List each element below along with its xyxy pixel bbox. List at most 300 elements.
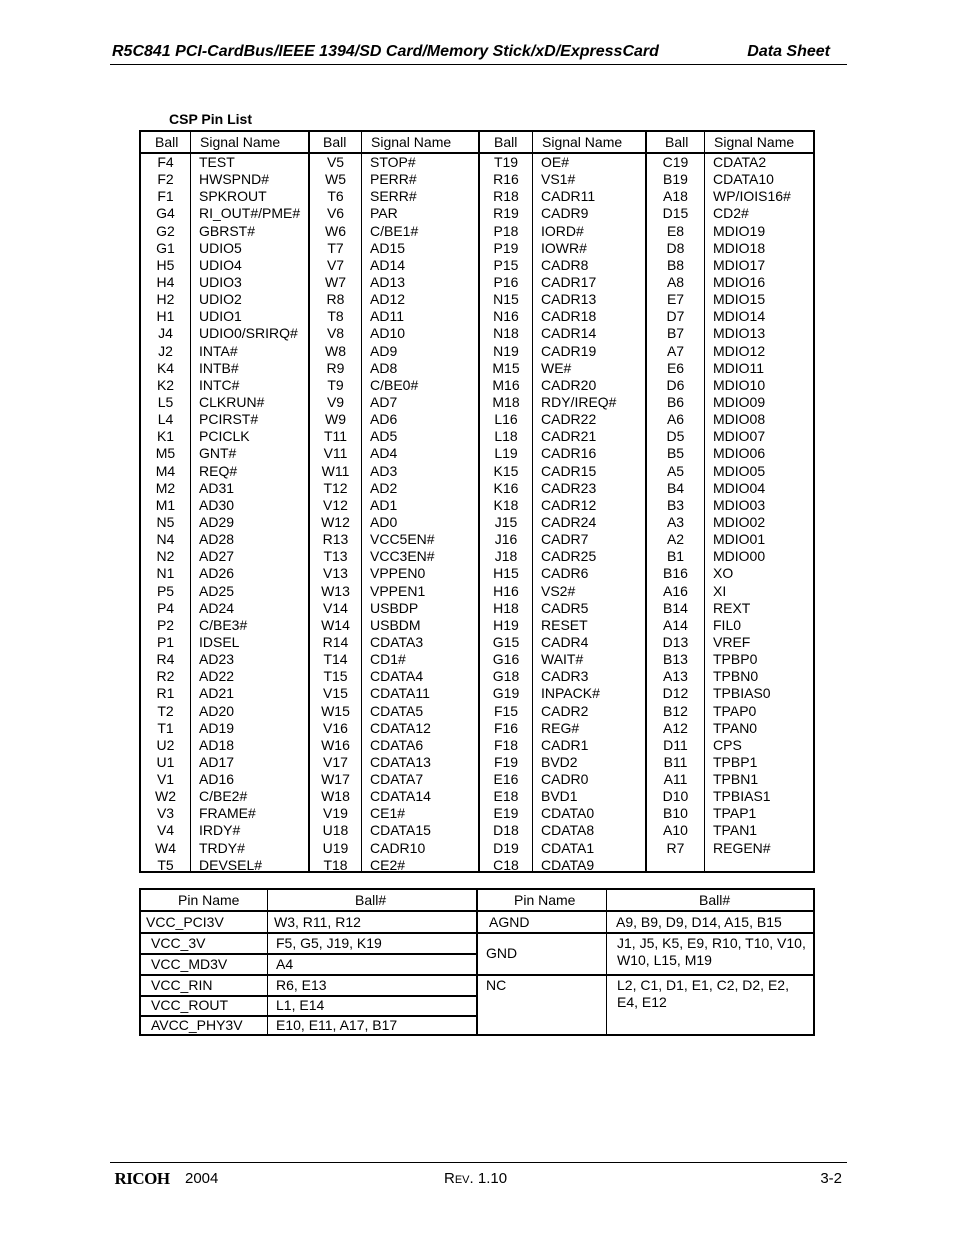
ball-id: P4: [156, 599, 175, 616]
power-pin-balls: W10, L15, M19: [617, 952, 712, 968]
signal-name: AD6: [370, 411, 398, 428]
ball-id: B14: [663, 599, 688, 616]
ball-id: N4: [156, 531, 175, 548]
ball-id: D19: [493, 839, 519, 856]
power-pin-balls: L2, C1, D1, E1, C2, D2, E2,: [617, 977, 789, 993]
ball-id: V15: [323, 685, 348, 702]
power-pin-name: VCC_PCI3V: [146, 914, 224, 930]
ball-id: V14: [323, 599, 348, 616]
signal-name: PAR: [370, 205, 398, 222]
ball-id: T7: [327, 239, 344, 256]
signal-name: MDIO10: [713, 376, 766, 393]
signal-name: HWSPND#: [199, 171, 270, 188]
signal-name: MDIO08: [713, 411, 766, 428]
ball-id: R4: [156, 651, 175, 668]
signal-name: MDIO11: [713, 359, 765, 376]
signal-name: BVD2: [541, 753, 578, 770]
ricoh-logo-icon: [112, 1169, 172, 1187]
ball-id: P2: [156, 616, 175, 633]
ball-id: G18: [492, 668, 520, 685]
signal-name: INPACK#: [541, 685, 600, 702]
ball-id: F15: [493, 702, 519, 719]
signal-name: TPBN0: [713, 668, 759, 685]
ball-id: D10: [662, 788, 689, 805]
signal-name: WP/IOIS16#: [713, 188, 791, 205]
signal-name: SPKROUT: [199, 188, 267, 205]
ball-id: N2: [156, 548, 175, 565]
signal-name: AD15: [370, 239, 406, 256]
power-pin-table: [139, 888, 815, 1036]
ball-id: R7: [666, 839, 685, 856]
ball-id: T18: [323, 856, 348, 873]
ball-id: T2: [157, 702, 174, 719]
ball-id: C19: [662, 154, 689, 170]
signal-column: [713, 154, 791, 857]
signal-name: VS2#: [541, 582, 576, 599]
ball-id: W9: [325, 411, 346, 428]
signal-name: CD2#: [713, 205, 749, 222]
ball-id: E19: [493, 805, 519, 822]
ball-id: W16: [321, 736, 350, 753]
ball-id: F18: [493, 736, 519, 753]
signal-name: AD28: [199, 531, 235, 548]
signal-name: INTC#: [199, 376, 240, 393]
signal-name: MDIO15: [713, 291, 766, 308]
signal-name: MDIO13: [713, 325, 766, 342]
ball-id: R13: [322, 531, 349, 548]
ball-id: L16: [494, 411, 518, 428]
ball-id: A5: [666, 462, 685, 479]
signal-name: FIL0: [713, 616, 742, 633]
signal-name: C/BE0#: [370, 376, 419, 393]
signal-name: UDIO4: [199, 256, 242, 273]
ball-id: L18: [494, 428, 518, 445]
section-title: CSP Pin List: [169, 111, 252, 127]
ball-id: D12: [662, 685, 689, 702]
ball-id: H5: [156, 256, 175, 273]
column-divider: [476, 890, 478, 1034]
signal-name: PCIRST#: [199, 411, 259, 428]
signal-name: CADR6: [541, 565, 589, 582]
ball-id: F16: [493, 719, 519, 736]
ball-id: B11: [663, 753, 688, 770]
header-pin-name-1: Pin Name: [178, 892, 240, 908]
row-divider: [478, 974, 813, 976]
ball-id: D7: [666, 308, 685, 325]
signal-name: MDIO12: [713, 342, 766, 359]
ball-id: H19: [493, 616, 519, 633]
ball-id: W17: [321, 771, 350, 788]
ball-id: J18: [494, 548, 518, 565]
footer-revision: [444, 1170, 507, 1187]
ball-id: W15: [321, 702, 350, 719]
ball-id: G15: [492, 633, 520, 650]
signal-name: TPBIAS0: [713, 685, 771, 702]
ball-id: R2: [156, 668, 175, 685]
signal-name: AD11: [370, 308, 404, 325]
signal-name: CADR19: [541, 342, 597, 359]
ball-id: V9: [326, 393, 345, 410]
ball-id: L19: [494, 445, 518, 462]
signal-name: CADR9: [541, 205, 589, 222]
signal-name: CADR0: [541, 771, 589, 788]
signal-name: C/BE1#: [370, 222, 419, 239]
signal-name: AD8: [370, 359, 398, 376]
signal-name: XI: [713, 582, 727, 599]
signal-name: BVD1: [541, 788, 578, 805]
signal-name: UDIO5: [199, 239, 242, 256]
signal-name: PCICLK: [199, 428, 250, 445]
ball-id: N18: [493, 325, 519, 342]
signal-name: TPAP1: [713, 805, 757, 822]
ball-id: V8: [326, 325, 345, 342]
power-pin-balls: J1, J5, K5, E9, R10, T10, V10,: [617, 935, 806, 951]
signal-name: TEST: [199, 154, 235, 170]
signal-name: CPS: [713, 736, 742, 753]
signal-name: CADR20: [541, 376, 597, 393]
ball-id: K16: [493, 479, 519, 496]
ball-id: W7: [325, 273, 346, 290]
ball-id: T12: [323, 479, 348, 496]
footer-rule: [110, 1162, 847, 1163]
power-pin-balls: F5, G5, J19, K19: [276, 935, 382, 951]
ball-id: V4: [156, 822, 175, 839]
signal-name: AD21: [199, 685, 235, 702]
ball-id: W5: [325, 171, 346, 188]
ball-id: T5: [157, 856, 174, 873]
signal-name: MDIO06: [713, 445, 766, 462]
csp-pin-table: [139, 130, 815, 873]
ball-id: W8: [325, 342, 346, 359]
ball-id: R1: [156, 685, 175, 702]
ball-id: D15: [662, 205, 689, 222]
signal-name: PERR#: [370, 171, 417, 188]
ball-id: W2: [155, 788, 176, 805]
signal-name: TPAN0: [713, 719, 758, 736]
ball-id: H2: [156, 291, 175, 308]
ball-id: V17: [323, 753, 348, 770]
signal-name: CDATA12: [370, 719, 431, 736]
ball-id: B19: [663, 171, 688, 188]
power-pin-balls: L1, E14: [276, 997, 325, 1013]
signal-name: USBDM: [370, 616, 421, 633]
revision-number: . 1.10: [469, 1170, 508, 1187]
ball-id: M16: [492, 376, 520, 393]
column-divider: [267, 890, 268, 1034]
ball-id: A12: [663, 719, 688, 736]
ball-id: F19: [493, 753, 519, 770]
ball-id: V5: [326, 154, 345, 170]
ball-id: K4: [156, 359, 175, 376]
ball-id: P1: [156, 633, 175, 650]
signal-name: GNT#: [199, 445, 237, 462]
signal-name: SERR#: [370, 188, 417, 205]
signal-name: MDIO17: [713, 256, 766, 273]
signal-name: CDATA15: [370, 822, 431, 839]
ball-id: V12: [323, 496, 348, 513]
signal-name: CDATA10: [713, 171, 774, 188]
power-pin-balls: W3, R11, R12: [274, 914, 361, 930]
signal-name: REGEN#: [713, 839, 771, 856]
svg-text:RICOH: RICOH: [114, 1169, 170, 1187]
power-pin-name: AVCC_PHY3V: [151, 1017, 243, 1033]
signal-name: AD10: [370, 325, 406, 342]
signal-name: AD26: [199, 565, 235, 582]
ball-id: W13: [321, 582, 350, 599]
signal-name: CDATA11: [370, 685, 430, 702]
footer-year: 2004: [185, 1170, 219, 1187]
pin-table-header-row: [141, 132, 813, 154]
signal-name: AD20: [199, 702, 235, 719]
signal-name: AD0: [370, 513, 398, 530]
signal-name: XO: [713, 565, 734, 582]
signal-name: TPBP0: [713, 651, 758, 668]
signal-name: CLKRUN#: [199, 393, 265, 410]
ball-id: A14: [663, 616, 688, 633]
signal-name: CDATA6: [370, 736, 424, 753]
power-pin-balls: E4, E12: [617, 994, 667, 1010]
ball-id: A10: [663, 822, 688, 839]
signal-name: CE2#: [370, 856, 406, 873]
signal-name: MDIO05: [713, 462, 766, 479]
ball-id: M18: [492, 393, 520, 410]
ball-id: G19: [492, 685, 520, 702]
ball-id: W4: [155, 839, 176, 856]
row-divider: [141, 974, 476, 976]
signal-name: CADR22: [541, 411, 597, 428]
ball-id: D13: [662, 633, 689, 650]
signal-name: CD1#: [370, 651, 406, 668]
row-divider: [478, 932, 813, 934]
signal-name: AD2: [370, 479, 398, 496]
row-divider: [141, 932, 476, 934]
header-signal-4: Signal Name: [714, 134, 795, 150]
revision-smallcaps: EV: [454, 1174, 470, 1186]
ball-id: J15: [494, 513, 518, 530]
ball-id: A18: [663, 188, 688, 205]
power-pin-name: VCC_RIN: [151, 977, 213, 993]
ball-id: R16: [493, 171, 519, 188]
signal-name: VCC5EN#: [370, 531, 435, 548]
ball-id: M5: [155, 445, 176, 462]
signal-name: TPAP0: [713, 702, 757, 719]
ball-id: E18: [493, 788, 519, 805]
signal-name: MDIO14: [713, 308, 766, 325]
ball-id: B12: [663, 702, 688, 719]
ball-id: K2: [156, 376, 175, 393]
signal-name: AD25: [199, 582, 235, 599]
ball-id: T19: [493, 154, 519, 170]
signal-name: MDIO16: [713, 273, 766, 290]
signal-name: AD1: [370, 496, 398, 513]
signal-name: MDIO00: [713, 548, 766, 565]
ball-id: F1: [157, 188, 174, 205]
ball-id: B16: [663, 565, 688, 582]
signal-name: CADR2: [541, 702, 589, 719]
ball-column: [647, 154, 704, 857]
signal-name: FRAME#: [199, 805, 256, 822]
signal-name: VPPEN1: [370, 582, 426, 599]
signal-name: AD24: [199, 599, 235, 616]
ball-id: A7: [666, 342, 685, 359]
ball-id: T14: [323, 651, 348, 668]
ball-id: B13: [663, 651, 688, 668]
signal-name: TPAN1: [713, 822, 758, 839]
signal-name: AD27: [199, 548, 235, 565]
signal-column: [370, 154, 435, 874]
ball-id: B7: [666, 325, 685, 342]
signal-name: AD5: [370, 428, 398, 445]
ball-id: H16: [493, 582, 519, 599]
header-ball-3: Ball: [494, 134, 518, 150]
ball-id: U18: [322, 822, 349, 839]
signal-name: INTA#: [199, 342, 238, 359]
ball-id: W12: [321, 513, 350, 530]
signal-name: CE1#: [370, 805, 406, 822]
ball-id: P18: [493, 222, 519, 239]
signal-name: CADR24: [541, 513, 597, 530]
signal-name: INTB#: [199, 359, 239, 376]
ball-id: F4: [157, 154, 174, 170]
signal-name: VPPEN0: [370, 565, 426, 582]
ball-id: L4: [157, 411, 174, 428]
ball-id: T15: [323, 668, 348, 685]
ball-id: G16: [492, 651, 520, 668]
power-pin-balls: A4: [276, 956, 294, 972]
ball-id: V1: [156, 771, 175, 788]
ball-id: T1: [157, 719, 174, 736]
ball-id: G1: [156, 239, 175, 256]
signal-name: CADR15: [541, 462, 597, 479]
power-pin-name: VCC_MD3V: [151, 956, 228, 972]
signal-name: IRDY#: [199, 822, 241, 839]
signal-name: CDATA13: [370, 753, 431, 770]
header-ball-2: Ball#: [699, 892, 731, 908]
signal-name: AD31: [199, 479, 235, 496]
signal-name: RDY/IREQ#: [541, 393, 617, 410]
signal-name: IORD#: [541, 222, 584, 239]
ball-id: P19: [493, 239, 519, 256]
signal-name: STOP#: [370, 154, 416, 170]
ball-id: A11: [663, 771, 688, 788]
ball-id: D18: [493, 822, 519, 839]
ball-id: B3: [666, 496, 685, 513]
signal-name: CADR18: [541, 308, 597, 325]
signal-name: CADR1: [541, 736, 589, 753]
ball-id: H1: [156, 308, 175, 325]
ball-id: R18: [493, 188, 519, 205]
signal-name: MDIO03: [713, 496, 766, 513]
signal-name: CADR5: [541, 599, 589, 616]
ball-column: [310, 154, 361, 874]
ball-column: [141, 154, 190, 874]
ball-id: A13: [663, 668, 688, 685]
signal-name: CDATA7: [370, 771, 424, 788]
ball-id: M2: [155, 479, 176, 496]
ball-id: D5: [666, 428, 685, 445]
ball-id: A16: [663, 582, 688, 599]
ball-id: H15: [493, 565, 519, 582]
signal-name: MDIO07: [713, 428, 766, 445]
ball-id: R9: [326, 359, 345, 376]
ball-id: P5: [156, 582, 175, 599]
ball-id: N1: [156, 565, 175, 582]
signal-name: CADR11: [541, 188, 596, 205]
signal-name: TPBP1: [713, 753, 758, 770]
ball-id: K18: [493, 496, 519, 513]
ball-id: N16: [493, 308, 519, 325]
column-divider: [606, 890, 607, 1034]
ball-id: J16: [494, 531, 518, 548]
ball-id: V6: [326, 205, 345, 222]
ball-id: B6: [666, 393, 685, 410]
signal-name: REG#: [541, 719, 580, 736]
ball-id: E8: [666, 222, 685, 239]
signal-name: CDATA5: [370, 702, 424, 719]
ball-id: F2: [157, 171, 174, 188]
ball-id: H18: [493, 599, 519, 616]
ball-id: E6: [666, 359, 685, 376]
signal-name: CDATA1: [541, 839, 595, 856]
ball-id: D8: [666, 239, 685, 256]
signal-name: UDIO1: [199, 308, 242, 325]
ball-id: G4: [156, 205, 175, 222]
signal-name: CADR16: [541, 445, 597, 462]
signal-name: CADR21: [541, 428, 597, 445]
power-pin-balls: A9, B9, D9, D14, A15, B15: [616, 914, 782, 930]
signal-name: CDATA14: [370, 788, 431, 805]
ball-id: V3: [156, 805, 175, 822]
signal-name: CADR8: [541, 256, 589, 273]
signal-name: CADR25: [541, 548, 597, 565]
ball-id: W11: [321, 462, 350, 479]
signal-name: CDATA3: [370, 633, 424, 650]
signal-name: MDIO09: [713, 393, 766, 410]
signal-name: AD29: [199, 513, 235, 530]
ball-id: N5: [156, 513, 175, 530]
signal-name: RI_OUT#/PME#: [199, 205, 301, 222]
power-pin-name: AGND: [489, 914, 530, 930]
header-rule: [110, 64, 847, 65]
ball-id: A2: [666, 531, 685, 548]
header-signal-1: Signal Name: [200, 134, 281, 150]
ball-id: R8: [326, 291, 345, 308]
header-ball-4: Ball: [665, 134, 689, 150]
signal-name: UDIO2: [199, 291, 242, 308]
ball-id: D11: [663, 736, 688, 753]
signal-name: TRDY#: [199, 839, 245, 856]
signal-name: AD22: [199, 668, 235, 685]
signal-name: TPBN1: [713, 771, 759, 788]
ball-id: R19: [493, 205, 519, 222]
signal-name: GBRST#: [199, 222, 256, 239]
document-type: Data Sheet: [747, 43, 830, 60]
signal-name: AD7: [370, 393, 398, 410]
ball-id: J4: [158, 325, 173, 342]
ball-id: E16: [493, 771, 519, 788]
signal-name: AD18: [199, 736, 235, 753]
ball-id: J2: [158, 342, 173, 359]
signal-name: MDIO02: [713, 513, 766, 530]
signal-name: AD17: [199, 753, 235, 770]
ball-id: W14: [321, 616, 350, 633]
signal-name: CDATA9: [541, 856, 595, 873]
power-pin-name: NC: [486, 977, 507, 993]
signal-name: AD9: [370, 342, 398, 359]
ball-id: D6: [666, 376, 685, 393]
signal-name: VCC3EN#: [370, 548, 435, 565]
ball-id: W18: [321, 788, 350, 805]
